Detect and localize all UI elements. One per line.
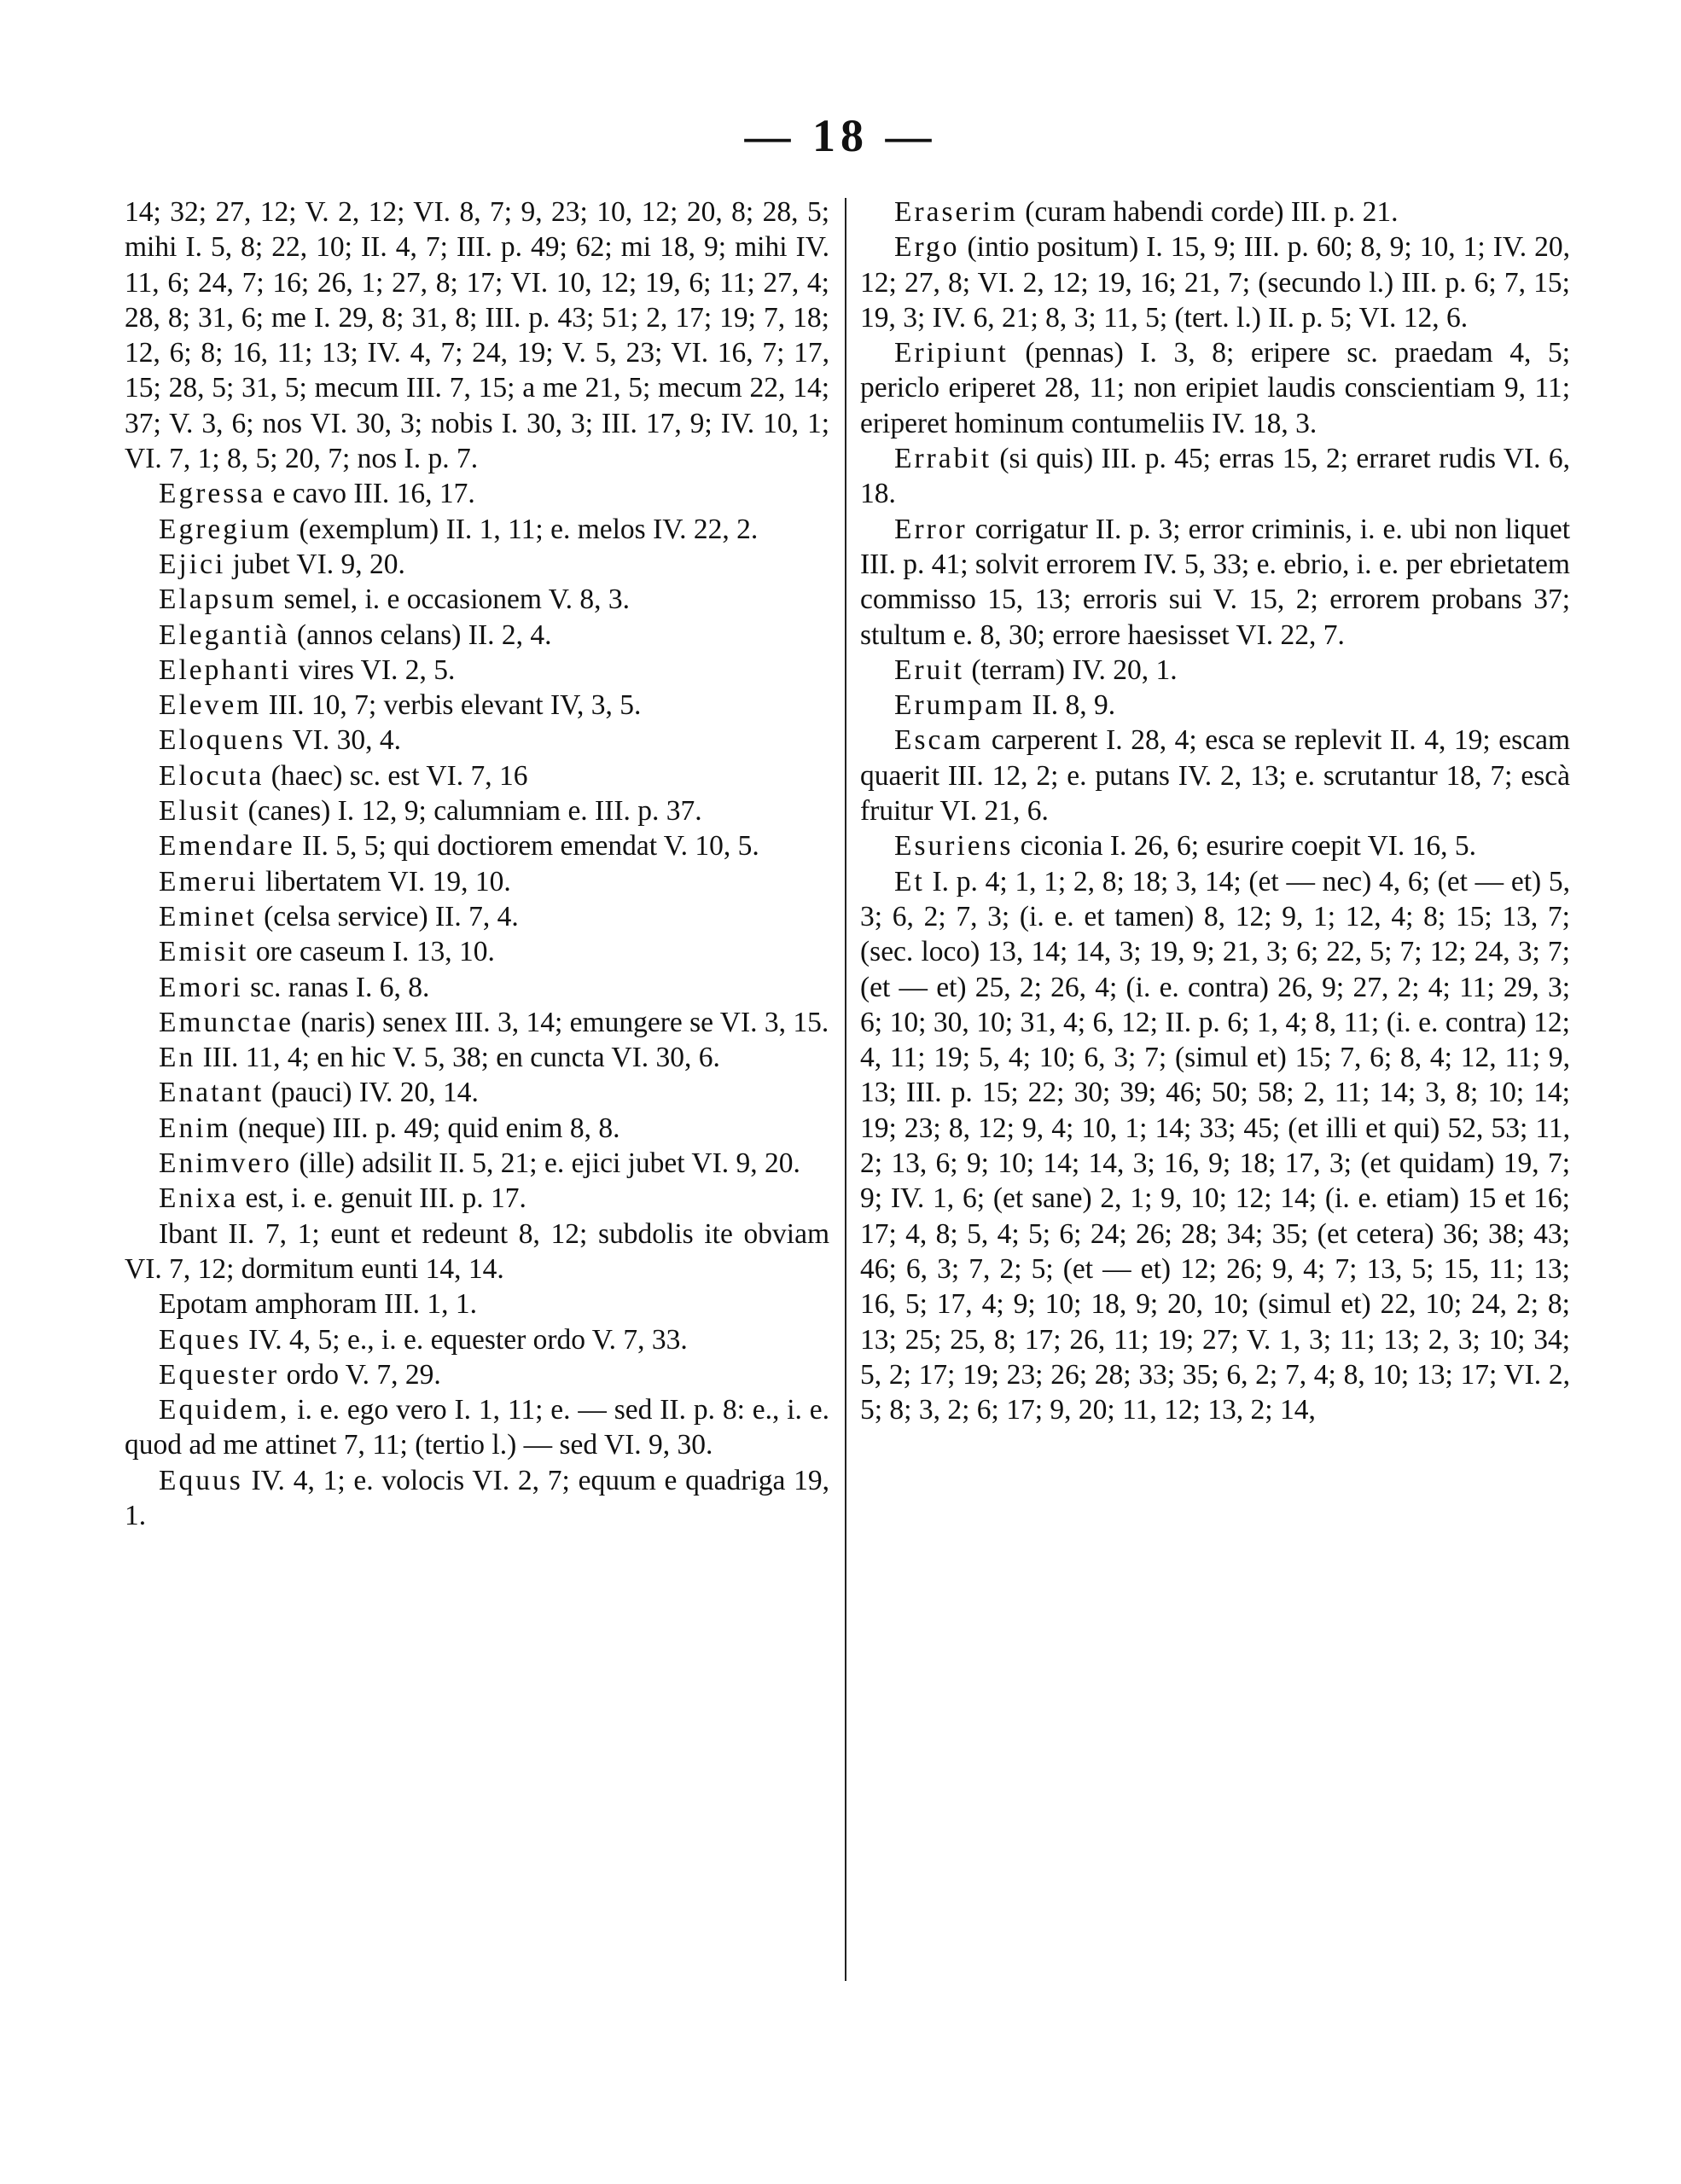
entry-headword: Eloquens [159, 724, 286, 757]
entry-text: VI. 30, 4. [292, 724, 401, 757]
index-entry-enimvero [125, 1146, 829, 1181]
entry-headword: Emisit [159, 936, 249, 968]
entry-headword: Epotam [159, 1288, 248, 1321]
entry-headword: Emori [159, 971, 243, 1003]
index-entry-ergo [860, 229, 1570, 335]
entry-headword: Elevem [159, 689, 262, 722]
entry-headword: Emendare [159, 830, 295, 863]
entry-text: i. e. ego vero I. 1, 11; e. — sed II. p. 8: e., i. e. quod ad me attinet 7, 11; (tertio l.) — sed VI. 9, 30. [125, 1394, 830, 1461]
index-entry-elegantia [125, 618, 829, 653]
entry-headword: Emerui [159, 865, 259, 897]
entry-headword: Enatant [159, 1077, 265, 1109]
entry-headword: Error [894, 513, 968, 545]
entry-headword: Elocuta [159, 759, 265, 792]
column-divider [845, 198, 846, 1981]
entry-text: 14; 32; 27, 12; V. 2, 12; VI. 8, 7; 9, 23; 10, 12; 20, 8; 28, 5; mihi I. 5, 8; 22, 10; II. 4, 7; III. p. 49; 62; mi 18, 9; mihi IV. 11, 6; 24, 7; 16; 26, 1; 27, 8; 17; VI. 10, 12; 19, 6; 11; 27, 4; 28, 8; 31, 6; me I. 29, 8; 31, 8; III. p. 43; 51; 2, 17; 19; 7, 18; 12, 6; 8; 16, 11; 13; IV. 4, 7; 24, 19; V. 5, 23; VI. 16, 7; 17, 15; 28, 5; 31, 5; mecum III. 7, 15; a me 21, 5; mecum 22, 14; 37; V. 3, 6; nos VI. 30, 3; nobis I. 30, 3; III. 17, 9; IV. 10, 1; VI. 7, 1; 8, 5; 20, 7; nos I. p. 7. [125, 196, 829, 475]
index-entry-enim [125, 1111, 829, 1146]
entry-headword: Emunctae [159, 1006, 294, 1038]
entry-headword: En [159, 1042, 196, 1074]
entry-text: III. 11, 4; en hic V. 5, 38; en cuncta VI. 30, 6. [202, 1042, 720, 1074]
index-entry-eloquens [125, 723, 829, 758]
index-entry-eminet [125, 899, 829, 934]
index-entry-emunctae [125, 1005, 829, 1040]
entry-text: IV. 4, 1; e. volocis VI. 2, 7; equum e quadriga 19, 1. [125, 1464, 830, 1531]
index-entry-egregium [125, 512, 829, 547]
index-entry-escam [860, 723, 1570, 828]
entry-text: III. 10, 7; verbis elevant IV, 3, 5. [268, 689, 642, 722]
index-entry-errabit [860, 441, 1570, 512]
entry-headword: Equus [159, 1464, 243, 1496]
entry-text: (si quis) III. p. 45; erras 15, 2; erraret rudis VI. 6, 18. [860, 443, 1571, 510]
entry-text: amphoram III. 1, 1. [254, 1288, 478, 1321]
entry-text: (pauci) IV. 20, 14. [270, 1077, 479, 1109]
entry-headword: Eruit [894, 653, 964, 686]
index-entry-eques [125, 1322, 829, 1357]
entry-text: I. p. 4; 1, 1; 2, 8; 18; 3, 14; (et — nec) 4, 6; (et — et) 5, 3; 6, 2; 7, 3; (i. e. et tamen) 8, 12; 9, 1; 12, 4; 8; 15; 13, 7; (sec. loco) 13, 14; 14, 3; 19, 9; 21, 3; 6; 22, 5; 7; 12; 24, 3; 7; (et — et) 25, 2; 26, 4; (i. e. contra) 26, 9; 27, 2; 4; 11; 29, 3; 6; 10; 30, 10; 31, 4; 6, 12; II. p. 6; 1, 4; 8, 11; (i. e. contra) 12; 4, 11; 19; 5, 4; 10; 6, 3; 7; (simul et) 15; 7, 6; 8, 4; 12, 11; 9, 13; III. p. 15; 22; 30; 39; 46; 50; 58; 2, 11; 14; 3, 8; 10; 14; 19; 23; 8, 12; 9, 4; 10, 1; 14; 33; 45; (et illi et qui) 52, 53; 11, 2; 13, 6; 9; 10; 14; 14, 3; 16, 9; 18; 17, 3; (et quidam) 19, 7; 9; IV. 1, 6; (et sane) 2, 1; 9, 10; 12; 14; (i. e. etiam) 15 et 16; 17; 4, 8; 5, 4; 5; 6; 24; 26; 28; 34; 35; (et cetera) 36; 38; 43; 46; 6, 3; 7, 2; 5; (et — et) 12; 26; 9, 4; 7; 13, 5; 15, 11; 13; 16, 5; 17, 4; 9; 10; 18, 9; 20, 10; (simul et) 22, 10; 24, 2; 8; 13; 25; 25, 8; 17; 26, 11; 19; 27; V. 1, 3; 11; 13; 2, 3; 10; 34; 5, 2; 17; 19; 23; 26; 28; 33; 35; 6, 2; 7, 4; 8, 10; 13; 17; VI. 2, 5; 8; 3, 2; 6; 17; 9, 20; 11, 12; 13, 2; 14, [860, 865, 1571, 1426]
entry-text: vires VI. 2, 5. [298, 653, 456, 686]
entry-headword: Elapsum [159, 584, 277, 616]
index-entry-equester [125, 1357, 829, 1392]
entry-text: II. 5, 5; qui doctiorem emendat V. 10, 5. [302, 830, 759, 863]
index-entry-equidem [125, 1392, 829, 1463]
index-entry-esuriens [860, 828, 1570, 863]
entry-text: (annos celans) II. 2, 4. [296, 619, 552, 651]
entry-text: sc. ranas I. 6, 8. [250, 971, 430, 1003]
entry-text: (terram) IV. 20, 1. [971, 653, 1178, 686]
entry-text: carperent I. 28, 4; esca se replevit II. 4, 19; escam quaerit III. 12, 2; e. putans IV. 2, 13; e. scrutantur 18, 7; escà fruitur VI. 21, 6. [860, 724, 1570, 828]
index-entry-ibant [125, 1217, 829, 1287]
entry-text: (intio positum) I. 15, 9; III. p. 60; 8, 9; 10, 1; IV. 20, 12; 27, 8; VI. 2, 12; 19, 16; 21, 7; (secundo l.) III. p. 6; 7, 15; 19, 3; IV. 6, 21; 8, 3; 11, 5; (tert. l.) II. p. 5; VI. 12, 6. [860, 231, 1571, 334]
entry-headword: Erumpam [894, 689, 1026, 722]
index-entry-emori [125, 970, 829, 1005]
entry-headword: Ejici [159, 548, 226, 580]
index-entry-erumpam [860, 688, 1570, 723]
index-entry-continuation [125, 195, 829, 476]
entry-headword: Equidem, [159, 1394, 290, 1426]
index-entry-elocuta [125, 758, 829, 793]
entry-headword: Ergo [894, 231, 960, 264]
index-entry-enixa [125, 1181, 829, 1216]
left-column [125, 195, 829, 1533]
entry-text: (curam habendi corde) III. p. 21. [1025, 196, 1399, 228]
index-entry-epotam [125, 1287, 829, 1321]
entry-text: jubet VI. 9, 20. [232, 548, 405, 580]
index-entry-elusit [125, 793, 829, 828]
entry-text: libertatem VI. 19, 10. [265, 865, 511, 897]
entry-text: (canes) I. 12, 9; calumniam e. III. p. 37. [247, 795, 702, 828]
entry-text: ordo V. 7, 29. [286, 1358, 441, 1391]
index-entry-eripiunt [860, 335, 1570, 441]
entry-text: (neque) III. p. 49; quid enim 8, 8. [237, 1112, 620, 1144]
entry-headword: Elegantià [159, 619, 290, 651]
entry-text: corrigatur II. p. 3; error criminis, i. e. ubi non liquet III. p. 41; solvit errorem IV. 5, 33; e. ebrio, i. e. per ebrietatem commisso 15, 13; erroris sui V. 15, 2; errorem probans 37; stultum e. 8, 30; errore haesisset VI. 22, 7. [860, 513, 1571, 651]
entry-text: est, i. e. genuit III. p. 17. [245, 1182, 526, 1215]
entry-headword: Eminet [159, 900, 257, 932]
entry-text: ciconia I. 26, 6; esurire coepit VI. 16, 5. [1020, 830, 1477, 863]
entry-headword: Escam [894, 724, 984, 757]
right-column [860, 195, 1570, 1427]
index-entry-eruit [860, 653, 1570, 688]
index-entry-et [860, 864, 1570, 1428]
entry-text: II. 7, 1; eunt et redeunt 8, 12; subdolis ite obviam VI. 7, 12; dormitum eunti 14, 14. [125, 1217, 829, 1285]
index-entry-egressa [125, 476, 829, 511]
index-entry-eraserim [860, 195, 1570, 229]
entry-headword: Equester [159, 1358, 280, 1391]
entry-headword: Ibant [159, 1217, 218, 1250]
entry-headword: Enixa [159, 1182, 239, 1215]
entry-text: (haec) sc. est VI. 7, 16 [270, 759, 528, 792]
entry-headword: Elusit [159, 795, 241, 828]
entry-headword: Eques [159, 1323, 241, 1356]
entry-text: (celsa service) II. 7, 4. [264, 900, 519, 932]
entry-headword: Errabit [894, 443, 992, 475]
entry-headword: Et [894, 865, 925, 897]
entry-headword: Egressa [159, 478, 266, 510]
page-number: — 18 — [744, 110, 937, 161]
index-entry-enatant [125, 1075, 829, 1110]
index-entry-elapsum [125, 582, 829, 617]
entry-headword: Enim [159, 1112, 231, 1144]
entry-text: ore caseum I. 13, 10. [255, 936, 495, 968]
index-entry-en [125, 1040, 829, 1075]
entry-headword: Eripiunt [894, 337, 1009, 369]
index-entry-equus [125, 1463, 829, 1534]
entry-text: (pennas) I. 3, 8; eripere sc. praedam 4, 5; periclo eriperet 28, 11; non eripiet laudis conscientiam 9, 11; eriperet hominum contumeliis IV. 18, 3. [860, 337, 1571, 439]
entry-headword: Eraserim [894, 196, 1018, 228]
entry-text: (ille) adsilit II. 5, 21; e. ejici jubet VI. 9, 20. [299, 1147, 800, 1180]
index-entry-error [860, 512, 1570, 653]
index-entry-elephanti [125, 653, 829, 688]
index-entry-emendare [125, 828, 829, 863]
entry-headword: Enimvero [159, 1147, 293, 1180]
entry-text: e cavo III. 16, 17. [272, 478, 475, 510]
index-entry-elevem [125, 688, 829, 723]
entry-text: IV. 4, 5; e., i. e. equester ordo V. 7, 33. [248, 1323, 688, 1356]
index-entry-ejici [125, 547, 829, 582]
entry-headword: Egregium [159, 513, 293, 545]
entry-text: (exemplum) II. 1, 11; e. melos IV. 22, 2. [299, 513, 759, 545]
entry-text: (naris) senex III. 3, 14; emungere se VI. 3, 15. [300, 1006, 829, 1038]
entry-headword: Elephanti [159, 653, 292, 686]
entry-headword: Esuriens [894, 830, 1014, 863]
index-entry-emisit [125, 934, 829, 969]
entry-text: II. 8, 9. [1032, 689, 1116, 722]
index-entry-emerui [125, 864, 829, 899]
entry-text: semel, i. e occasionem V. 8, 3. [283, 584, 630, 616]
